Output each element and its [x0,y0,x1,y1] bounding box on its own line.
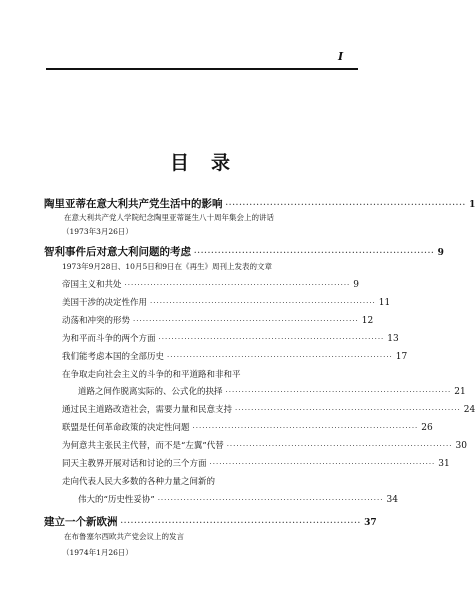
toc-page-number: 12 [361,316,374,326]
toc-page-number: 31 [438,459,450,469]
leader-dots: ······································································ [124,281,351,289]
toc-page-number: 34 [386,495,398,505]
leader-dots: ······································································ [225,200,467,209]
toc-subentry-line: 走向代表人民大多数的各种力量之间新的 [62,477,216,487]
toc-subentry[interactable] [62,332,399,344]
leader-dots: ······································································ [225,388,452,396]
toc-subentry-title: 美国干涉的决定性作用 [62,298,148,308]
toc-subentry-title: 帝国主义和共处 [62,280,122,290]
toc-subentry-title: 通过民主道路改造社会，需要力量和民意支持 [62,405,233,415]
toc-entry-note: （1974年1月26日） [62,548,133,557]
toc-entry-title: 建立一个新欧洲 [44,516,118,528]
toc-entry-note: 1973年9月28日、10月5日和9日在《再生》周刊上发表的文章 [62,262,272,271]
toc-page-number: 30 [455,441,467,451]
leader-dots: ······································································ [194,248,435,257]
leader-dots: ······································································ [192,424,419,432]
toc-entry-note: （1973年3月26日） [62,227,133,236]
toc-subentry[interactable] [62,403,475,415]
toc-entry-note: 在意大利共产党人学院纪念陶里亚蒂诞生八十周年集会上的讲话 [64,213,274,222]
toc-page-number: 21 [454,387,466,397]
toc-subentry[interactable] [78,493,398,505]
leader-dots: ······································································ [209,460,436,468]
toc-subentry[interactable] [62,314,374,326]
page-title: 目录 [169,152,252,174]
leader-dots: ······································································ [235,406,461,414]
toc-page-number: 13 [387,334,399,344]
toc-entry-title: 陶里亚蒂在意大利共产党生活中的影响 [44,198,223,210]
leader-dots: ······································································ [167,353,393,361]
toc-entry[interactable] [44,196,475,211]
toc-entry[interactable] [44,514,377,529]
toc-entry-title: 智利事件后对意大利问题的考虑 [44,246,191,258]
leader-dots: ······································································ [157,496,384,504]
header-rule [46,68,358,70]
toc-subentry[interactable] [62,278,358,290]
page-number: I [338,50,344,63]
toc-subentry-title: 为和平而斗争的两个方面 [62,334,156,344]
toc-entry-note: 在布鲁塞尔西欧共产党会议上的发言 [64,532,184,541]
toc-subentry-title: 伟大的“历史性妥协” [78,495,155,505]
toc-subentry-title: 为何意共主张民主代替，而不是“左翼”代替 [62,441,224,451]
toc-subentry-line: 在争取走向社会主义的斗争的和平道路和非和平 [62,370,241,380]
toc-subentry[interactable] [62,296,391,308]
toc-subentry[interactable] [62,350,408,362]
toc-page-number: 9 [353,280,360,290]
toc-subentry[interactable] [78,385,466,397]
leader-dots: ······································································ [226,442,453,450]
toc-subentry-title: 我们能考虑本国的全部历史 [62,352,165,362]
toc-page-number: 11 [378,298,391,308]
leader-dots: ······································································ [150,299,376,307]
toc-subentry-title: 联盟是任何革命政策的决定性问题 [62,423,190,433]
toc-page-number: 9 [437,248,444,258]
toc-page-number: 37 [364,518,377,528]
toc-page-number: 17 [395,352,408,362]
toc-page-number: 24 [463,405,475,415]
leader-dots: ······································································ [120,518,362,527]
toc-subentry-title: 同天主教界开展对话和讨论的三个方面 [62,459,207,469]
toc-subentry[interactable] [62,421,433,433]
toc-subentry-title: 动荡和冲突的形势 [62,316,131,326]
toc-page-number: 1 [469,200,475,210]
toc-entry[interactable] [44,244,444,259]
toc-subentry[interactable] [62,457,450,469]
toc-subentry-title: 道路之间作脱离实际的、公式化的抉择 [78,387,223,397]
leader-dots: ······································································ [133,317,359,325]
leader-dots: ······································································ [158,335,385,343]
toc-subentry[interactable] [62,439,467,451]
toc-page-number: 26 [421,423,433,433]
